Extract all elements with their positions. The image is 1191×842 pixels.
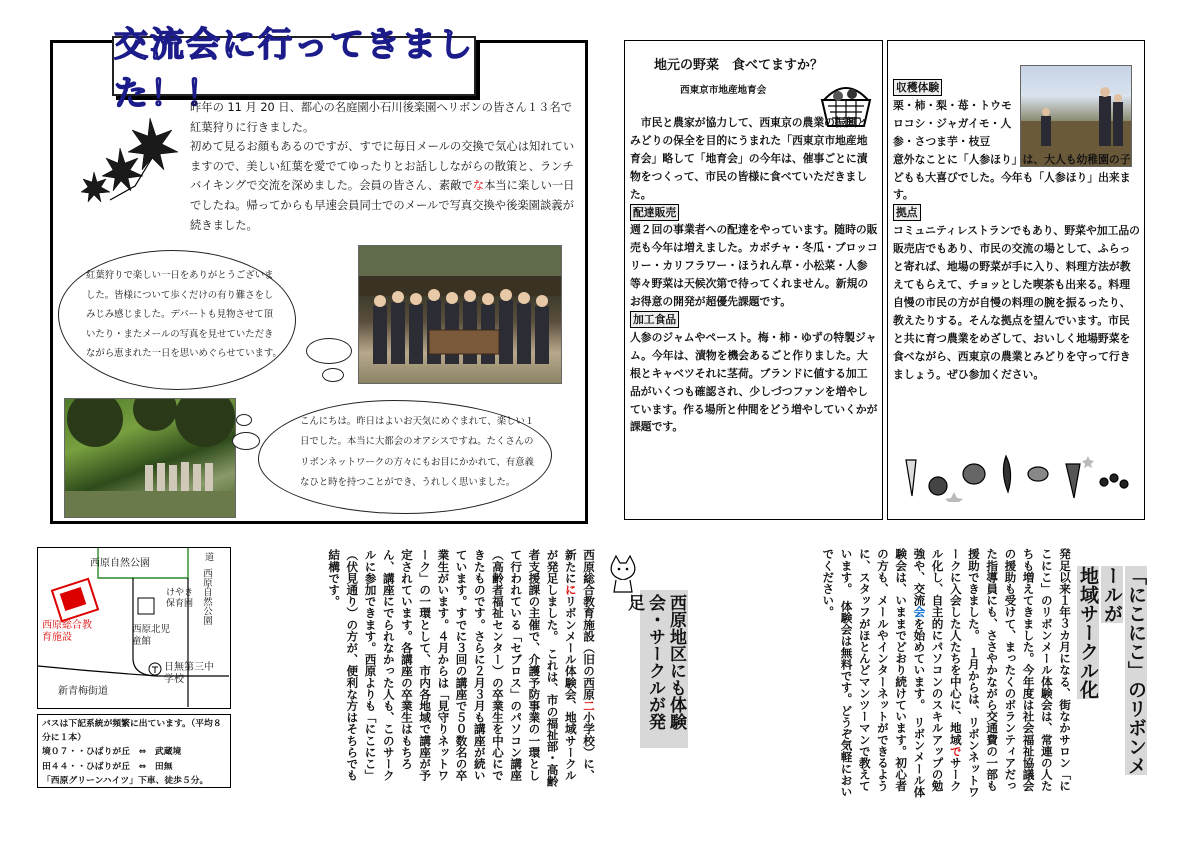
map-park-side-label: 西原自然公園 — [201, 568, 212, 625]
bubble-1-tail-large — [306, 338, 352, 364]
bubble-1-text: 紅葉狩りで楽しい一日をありがとうございました。皆様について歩くだけの有り難さをしみじみ感じました。デパートも見物させて頂いたり・またメールの写真を見せていただきながら恵まれた一日を思いめぐらせています。 — [86, 270, 282, 359]
map-road-label: 道 — [203, 552, 213, 561]
ribbon-body-red: で — [948, 745, 963, 757]
delivery-text: 週２回の事業者への配達をやっています。随時の販売も今年は増えました。カボチャ・冬瓜・ブロッコリー・カリフラワー・ほうれん草・小松菜・人参等々野菜は天候次第で待ってくれません。新規のお得意の開発が超優先課題です。 — [630, 223, 878, 309]
maple-leaves-illustration — [80, 108, 190, 208]
group-photo — [358, 245, 562, 384]
bus-info-line4: 「西原グリーンハイツ」下車、徒歩５分。 — [42, 775, 209, 786]
area-map — [37, 547, 231, 709]
garden-photo — [64, 398, 236, 518]
bubble-1-tail-small — [322, 368, 344, 382]
map-children-label: 西原北児童館 — [132, 624, 171, 647]
nishihara-body-2: 小学校）に、新たに — [563, 549, 596, 782]
base-text: コミュニティレストランでもあり、野菜や加工品の販売店でもあり、市民の交流の場として、ふらっと寄れば、地場の野菜が手に入り、料理方法が教えてもらえて、チョッとした喫茶も出来る。料理自慢の市民の方が自慢の料理の腕を振るったり、教えたりする。そんな拠点を望んでいます。市民と共に育つ農業をめざして、おいしく地場野菜を食べながら、西東京の農業とみどりを守って行きましょう。ぜひ参加ください。 — [893, 224, 1140, 381]
map-facility-label: 西原総合教育施設 — [42, 620, 92, 643]
nishihara-body-red-1: 二 — [582, 699, 596, 712]
ribbon-title-line1: 「にこにこ」のリボンメールが — [1101, 566, 1147, 775]
map-school-label: 日無第三中学校 — [164, 662, 214, 685]
vegetables-intro: 市民と農家が協力して、西東京の農業の振興とみどりの保全を目的にうまれた「西東京市地産地育会」略して「地育会」の今年は、催事ごとに漬物をつくって、市民の皆様に食べていただきました。 — [630, 116, 868, 201]
visit-intro-red-char: な — [472, 179, 485, 193]
harvest-body — [893, 79, 1140, 383]
bus-info-line1: バスは下記系統が頻繁に出ています。（平均８分に１本） — [42, 719, 222, 744]
nishihara-article-body — [238, 549, 598, 789]
cat-mascot-icon — [606, 554, 640, 594]
map-street-label: 新青梅街道 — [58, 686, 108, 697]
ribbon-body-2: サークル化し、自主的にパソコンのスキルアップの勉強や、交流 — [912, 548, 963, 792]
map-park-label: 西原自然公園 — [90, 558, 150, 569]
bus-info-line3: 田４４・・ひばりが丘 ⇔ 田無 — [42, 761, 173, 772]
bubble-2-tail-small — [236, 414, 252, 426]
ribbon-body-1: 発足以来１年３カ月になる、街なかサロン「にこにこ」のリボンメール体験会は、常連の人たちも増えてきました。今年度は社会福祉協議会の援助も受けて、まったくのボランティアだった指導員にも、ささやかながら交通費の一部も援助できました。 １月からは、リボンネットワークに入会した人たちを中心に、地域 — [948, 548, 1072, 798]
garden-photo-figures — [65, 399, 235, 517]
nishihara-body-3: リボンメール体験会、地域サークルが発足しました。 これは、市の福祉部・高齢者支援課の主催で、介護予防事業の一環として行われている「セブロス」のパソコン講座（高齢者福祉センター）の卒業生を中心にできたものです。さらに２月３月も講座が続いています。すでに３回の講座で５０数名の卒業生がいます。４月からは「見守りネットワーク」の一環として、市内各地域で講座が予定されています。各講座の卒業生はもちろん、講座にでられなかった人も、このサークルに参加できます。西原よりも「にこにこ」（伏見通り）の方が、便利な方はそちらでも結構です。 — [327, 549, 578, 787]
nishihara-title: 西原地区にも体験会・サークルが発足 — [640, 590, 688, 748]
map-nursery-label: けやき保育園 — [166, 588, 194, 609]
harvest-note: 意外なことに「人参ほり」は、大人も幼稚園の子どもも大喜びでした。今年も「人参ほり」出来ます。 — [893, 152, 1131, 202]
harvest-label: 収穫体験 — [893, 79, 942, 96]
bus-info-line2: 境０７・・ひばりが丘 ⇔ 武蔵境 — [42, 747, 182, 758]
visit-intro-text — [190, 98, 582, 235]
nishihara-body-1: 西原総合教育施設（旧の西原 — [582, 549, 596, 700]
visit-intro-p1: 昨年の 11 月 20 日、都心の名庭園小石川後楽園へリボンの皆さん１３名で紅葉狩りに行きました。 — [190, 101, 573, 134]
delivery-label: 配達販売 — [630, 204, 679, 221]
ribbon-body-3: を始めています。 リボンメール体験会は、いままでどおり続けています。初心者の方も、メールやインターネットができるように、スタッフがほとんどマンツーマンで教えています。 体験会は無料です。どうぞ気軽においでください。 — [821, 548, 927, 798]
harvest-items: 栗・柿・梨・苺・トウモロコシ・ジャガイモ・人参・さつま芋・枝豆 — [893, 98, 1012, 148]
ribbon-title — [1077, 562, 1150, 788]
visit-intro-p3: 本当に楽しい一日でしたね。帰ってからも早速会員同士でのメールで写真交換や後楽園談義が続きました。 — [190, 179, 575, 232]
processed-text: 人参のジャムやペースト。梅・柿・ゆずの特製ジャム。今年は、漬物を機会あるごと作りました。大根とキャベツそれに茎荷。ブランドに値する加工品がいくつも確認され、少しづつファンを増やしています。作る場所と仲間をどう増やしていくかが課題です。 — [630, 330, 878, 434]
group-photo-figures — [359, 246, 561, 383]
ribbon-article-body — [694, 548, 1074, 800]
processed-label: 加工食品 — [630, 311, 679, 328]
visit-title: 交流会に行ってきました！！ — [114, 25, 474, 114]
base-label: 拠点 — [893, 204, 921, 221]
ribbon-title-line2: 地域サークル化 — [1077, 566, 1099, 699]
nishihara-body-red-2: に — [563, 583, 578, 596]
vegetables-illustration — [898, 452, 1138, 502]
vegetables-body — [630, 114, 878, 436]
visit-intro-p2: 初めて見るお顔もあるのですが、すでに毎日メールの交換で気心は知れていますので、美しい紅葉を愛でてゆったりとお話ししながらの散策と、ランチバイキングで交流を深めました。会員の皆さん、素敵で — [190, 140, 575, 193]
vegetables-title: 地元の野菜 食べてますか？ — [654, 58, 824, 73]
bubble-2-tail-large — [232, 432, 260, 450]
ribbon-body-blue: 会 — [912, 606, 927, 618]
vegetables-subtitle: 西東京市地産地育会 — [680, 85, 767, 96]
bubble-2-text: こんにちは。昨日はよいお天気にめぐまれて、楽しい１日でした。本当に大都会のオアシスですね。たくさんのリボンネットワークの方々にもお目にかかれて、有意義なひと時を持つことができ、うれしく思いました。 — [300, 416, 535, 489]
bus-info-box — [37, 714, 231, 788]
